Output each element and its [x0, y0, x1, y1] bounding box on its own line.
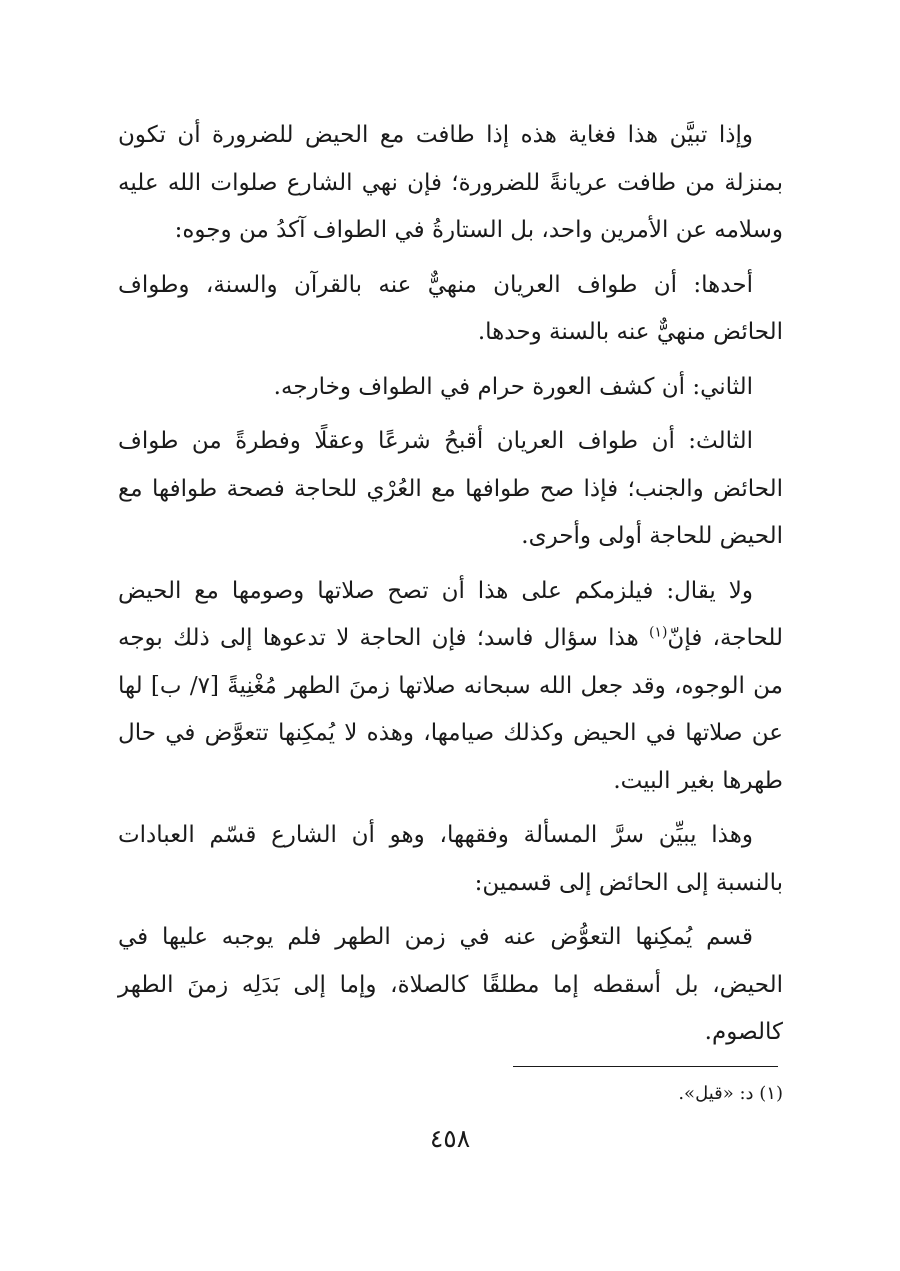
paragraph-2: أحدها: أن طواف العريان منهيٌّ عنه بالقرآن والسنة، وطواف الحائض منهيٌّ عنه بالسنة وحدها.	[118, 271, 783, 345]
paragraph-5-part-1: ولا يقال: فيلزمكم على هذا أن تصح صلاتها وصومها مع الحيض للحاجة، فإنّ	[118, 577, 784, 651]
paragraph-1: وإذا تبيَّن هذا فغاية هذه إذا طافت مع الحيض للضرورة أن تكون بمنزلة من طافت عريانةً للضرورة؛ فإن نهي الشارع صلوات الله عليه وسلامه عن الأمرين واحد، بل الستارةُ في الطواف آكدُ من وجوه:	[118, 122, 783, 243]
paragraph-7: قسم يُمكِنها التعوُّض عنه في زمن الطهر فلم يوجبه عليها في الحيض، بل أسقطه إما مطلقًا كالصلاة، وإما إلى بَدَلِه زمنَ الطهر كالصوم.	[118, 924, 783, 1045]
paragraph-5	[118, 568, 783, 806]
body-text	[118, 112, 783, 1064]
footnote: (١) د: «قيل».	[678, 1083, 783, 1104]
footnote-reference[interactable]: (١)	[648, 624, 668, 641]
paragraph-3: الثاني: أن كشف العورة حرام في الطواف وخارجه.	[273, 373, 753, 400]
page-number: ٤٥٨	[429, 1124, 471, 1153]
paragraph-5-part-2: هذا سؤال فاسد؛ فإن الحاجة لا تدعوها إلى ذلك بوجه من الوجوه، وقد جعل الله سبحانه صلاتها زمنَ الطهر مُغْنِيةً [٧/ ب] لها عن صلاتها في الحيض وكذلك صيامها، وهذه لا يُمكِنها تتعوَّض في حال طهرها بغير البيت.	[118, 625, 783, 794]
paragraph-4: الثالث: أن طواف العريان أقبحُ شرعًا وعقلًا وفطرةً من طواف الحائض والجنب؛ فإذا صح طوافها مع العُرْي للحاجة فصحة طوافها مع الحيض للحاجة أولى وأحرى.	[118, 428, 783, 549]
footnote-divider	[513, 1066, 778, 1067]
paragraph-6: وهذا يبيِّن سرَّ المسألة وفقهها، وهو أن الشارع قسّم العبادات بالنسبة إلى الحائض إلى قسمين:	[118, 822, 783, 896]
